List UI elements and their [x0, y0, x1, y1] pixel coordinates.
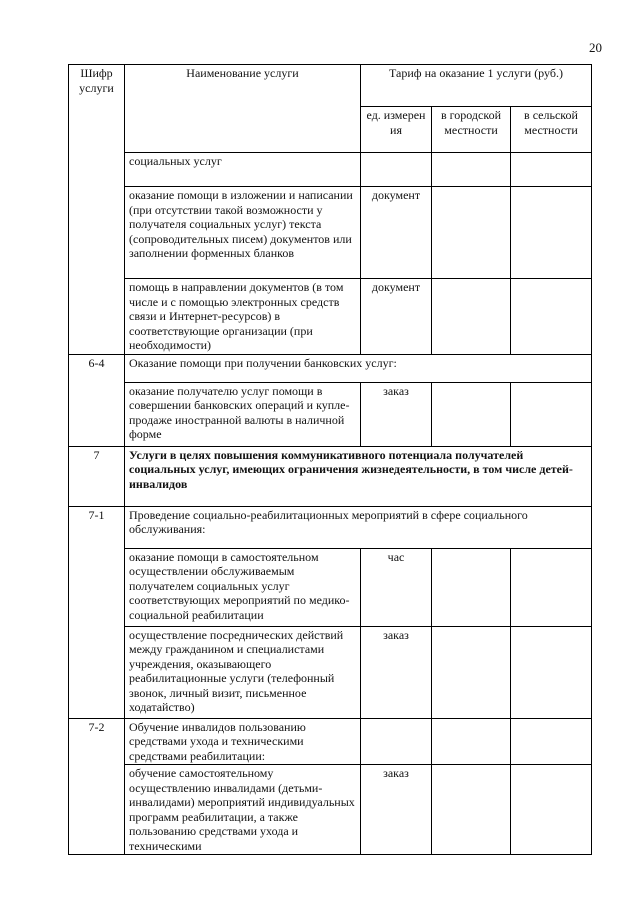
header-unit: ед. измерен ия: [361, 107, 432, 153]
row-rural: [511, 187, 592, 279]
row-text: социальных услуг: [125, 153, 361, 187]
header-tariff: Тариф на оказание 1 услуги (руб.): [361, 65, 592, 107]
row-text: обучение самостоятельному осуществлению инвалидами (детьми-инвалидами) мероприятий индивидуальных программ реабилитации, а также пользованию средствами ухода и техническими: [125, 765, 361, 855]
row-unit: [361, 718, 432, 765]
row-urban: [432, 187, 511, 279]
row-text: оказание помощи в изложении и написании (при отсутствии такой возможности у получателя социальных услуг) текста (сопроводительных писем) документов или заполнении форменных бланков: [125, 187, 361, 279]
row-text: оказание помощи в самостоятельном осуществлении обслуживаемым получателем социальных услуг соответствующих мероприятий по медико-социальной реабилитации: [125, 548, 361, 626]
row-text: помощь в направлении документов (в том числе и с помощью электронных средств связи и Интернет-ресурсов) в соответствующие организации (при необходимости): [125, 279, 361, 355]
header-name: Наименование услуги: [125, 65, 361, 153]
row-urban: [432, 626, 511, 718]
row-section-text: Услуги в целях повышения коммуникативного потенциала получателей социальных услуг, имеющих ограничения жизнедеятельности, в том числе детей-инвалидов: [125, 446, 592, 506]
row-rural: [511, 279, 592, 355]
row-code: 6-4: [69, 354, 125, 446]
table-row: [69, 187, 592, 279]
table-row: [69, 354, 592, 382]
row-rural: [511, 765, 592, 855]
table-row: [69, 506, 592, 548]
row-urban: [432, 548, 511, 626]
row-rural: [511, 153, 592, 187]
row-unit: час: [361, 548, 432, 626]
table-row: [69, 382, 592, 446]
tariff-table: [68, 64, 592, 855]
table-row: [69, 279, 592, 355]
table-row: [69, 718, 592, 765]
table-row: [69, 765, 592, 855]
row-text: осуществление посреднических действий между гражданином и специалистами учреждения, оказывающего реабилитационные услуги (телефонный звонок, личный визит, письменное ходатайство): [125, 626, 361, 718]
row-section-text: Оказание помощи при получении банковских услуг:: [125, 354, 592, 382]
row-urban: [432, 279, 511, 355]
row-code: 7: [69, 446, 125, 506]
row-code: 7-1: [69, 506, 125, 718]
row-unit: заказ: [361, 765, 432, 855]
row-section-text: Проведение социально-реабилитационных мероприятий в сфере социального обслуживания:: [125, 506, 592, 548]
table-row: [69, 626, 592, 718]
table-row: [69, 548, 592, 626]
row-text: Обучение инвалидов пользованию средствами ухода и техническими средствами реабилитации:: [125, 718, 361, 765]
table-row: [69, 446, 592, 506]
row-urban: [432, 718, 511, 765]
row-urban: [432, 382, 511, 446]
row-code: 7-2: [69, 718, 125, 855]
header-code: Шифр услуги: [69, 65, 125, 153]
row-unit: документ: [361, 187, 432, 279]
table-header-row: [69, 65, 592, 107]
row-unit: документ: [361, 279, 432, 355]
header-urban: в городской местности: [432, 107, 511, 153]
row-rural: [511, 382, 592, 446]
row-unit: заказ: [361, 626, 432, 718]
row-rural: [511, 548, 592, 626]
page-number: 20: [589, 40, 602, 55]
row-text: оказание получателю услуг помощи в совершении банковских операций и купле-продаже иностранной валюты в наличной форме: [125, 382, 361, 446]
row-urban: [432, 153, 511, 187]
table-row: [69, 153, 592, 187]
row-urban: [432, 765, 511, 855]
row-rural: [511, 626, 592, 718]
row-rural: [511, 718, 592, 765]
row-unit: [361, 153, 432, 187]
code-cell: [69, 153, 125, 355]
header-rural: в сельской местности: [511, 107, 592, 153]
row-unit: заказ: [361, 382, 432, 446]
